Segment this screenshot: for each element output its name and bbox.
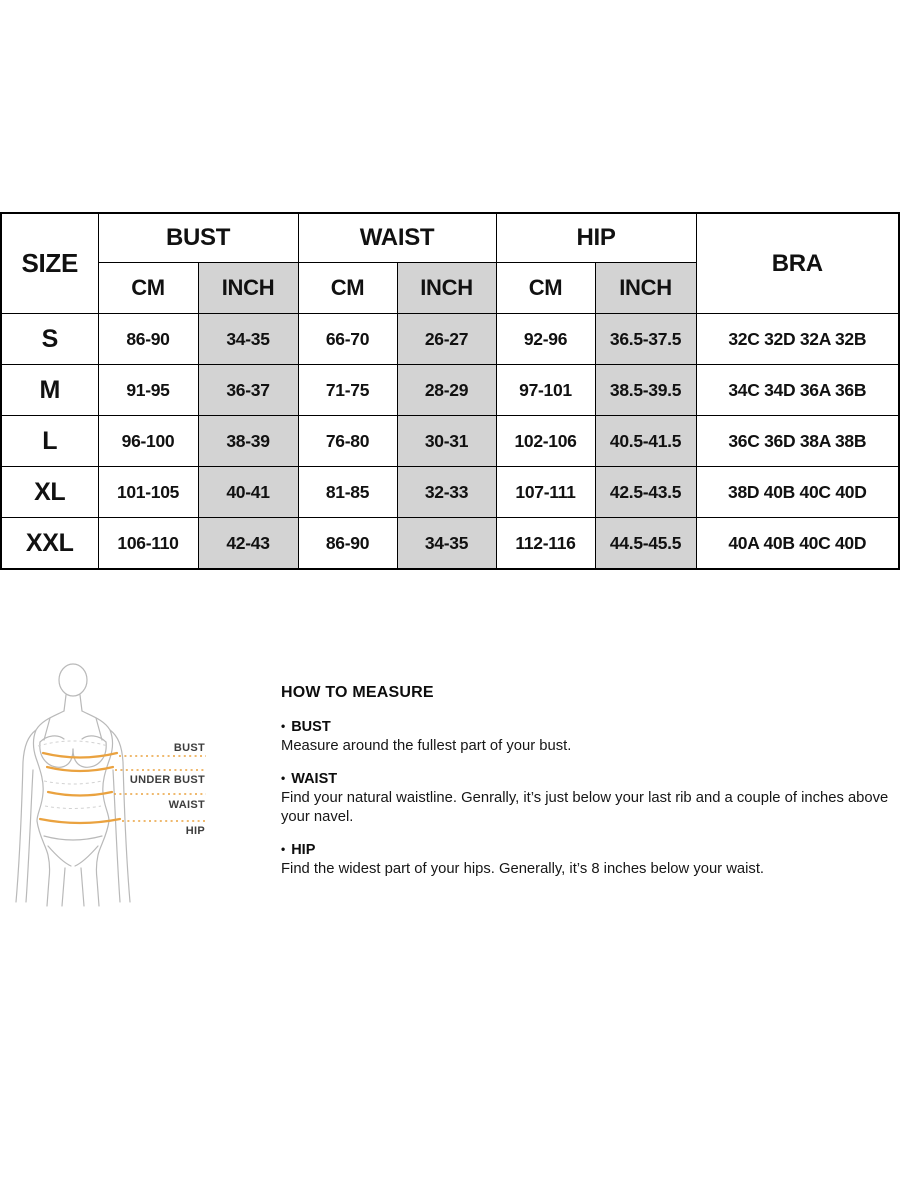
table-header-row xyxy=(1,213,899,263)
hip-cm-cell: 97-101 xyxy=(496,365,595,416)
diagram-label-under-bust: UNDER BUST xyxy=(129,774,205,786)
waist-cm-cell: 71-75 xyxy=(298,365,397,416)
bust-inch-header: INCH xyxy=(198,263,298,314)
bra-cell: 40A 40B 40C 40D xyxy=(696,518,899,570)
measure-item-text: Measure around the fullest part of your bust. xyxy=(281,738,572,754)
measure-item-text: Find the widest part of your hips. Generally, it’s 8 inches below your waist. xyxy=(281,861,765,877)
bust-cm-cell: 106-110 xyxy=(98,518,198,570)
hip-inch-cell: 44.5-45.5 xyxy=(595,518,696,570)
size-column-header: SIZE xyxy=(1,213,98,314)
measure-item-bust xyxy=(281,719,900,756)
hip-cm-cell: 92-96 xyxy=(496,314,595,365)
measurement-figure-diagram xyxy=(0,650,230,912)
waist-inch-cell: 28-29 xyxy=(397,365,496,416)
bra-cell: 34C 34D 36A 36B xyxy=(696,365,899,416)
figure-torso xyxy=(33,711,64,906)
bullet-icon: • xyxy=(281,719,286,733)
size-cell: XXL xyxy=(1,518,98,570)
hip-inch-cell: 38.5-39.5 xyxy=(595,365,696,416)
table-row xyxy=(1,467,899,518)
waist-inch-cell: 32-33 xyxy=(397,467,496,518)
bust-cm-cell: 96-100 xyxy=(98,416,198,467)
bullet-icon: • xyxy=(281,842,286,856)
figure-panty xyxy=(44,836,102,840)
hip-cm-header: CM xyxy=(496,263,595,314)
waist-inch-cell: 34-35 xyxy=(397,518,496,570)
bra-cell: 32C 32D 32A 32B xyxy=(696,314,899,365)
bust-inch-cell: 40-41 xyxy=(198,467,298,518)
hip-cm-cell: 102-106 xyxy=(496,416,595,467)
waist-cm-header: CM xyxy=(298,263,397,314)
figure-left-arm xyxy=(16,730,36,902)
bust-cm-header: CM xyxy=(98,263,198,314)
size-cell: S xyxy=(1,314,98,365)
bra-column-header: BRA xyxy=(696,213,899,314)
hip-inch-cell: 42.5-43.5 xyxy=(595,467,696,518)
measure-item-label: • BUST xyxy=(281,719,331,735)
waist-inch-cell: 26-27 xyxy=(397,314,496,365)
table-row xyxy=(1,416,899,467)
size-cell: XL xyxy=(1,467,98,518)
diagram-label-bust: BUST xyxy=(173,742,205,754)
hip-tape-line xyxy=(40,819,120,823)
bust-inch-cell: 38-39 xyxy=(198,416,298,467)
how-to-measure-title: HOW TO MEASURE xyxy=(281,684,434,701)
hip-inch-cell: 40.5-41.5 xyxy=(595,416,696,467)
bust-cm-cell: 86-90 xyxy=(98,314,198,365)
table-row xyxy=(1,314,899,365)
hip-cm-cell: 112-116 xyxy=(496,518,595,570)
hip-inch-header: INCH xyxy=(595,263,696,314)
size-table xyxy=(0,212,900,570)
size-cell: M xyxy=(1,365,98,416)
measure-item-label: • WAIST xyxy=(281,771,338,787)
hip-inch-cell: 36.5-37.5 xyxy=(595,314,696,365)
measure-item-text: Find your natural waistline. Genrally, it’s just below your last rib and a couple of inches above your navel. xyxy=(281,790,889,825)
hip-group-header: HIP xyxy=(496,213,696,263)
table-row xyxy=(1,518,899,570)
measure-item-hip xyxy=(281,842,900,879)
bust-tape-line xyxy=(43,753,117,758)
bust-group-header: BUST xyxy=(98,213,298,263)
table-row xyxy=(1,365,899,416)
measure-item-label: • HIP xyxy=(281,842,316,858)
bullet-icon: • xyxy=(281,771,286,785)
measure-item-waist xyxy=(281,771,900,827)
diagram-label-waist: WAIST xyxy=(168,799,205,811)
bust-inch-cell: 36-37 xyxy=(198,365,298,416)
hip-cm-cell: 107-111 xyxy=(496,467,595,518)
how-to-measure-section xyxy=(281,684,900,894)
waist-cm-cell: 76-80 xyxy=(298,416,397,467)
diagram-label-hip: HIP xyxy=(185,825,205,837)
bra-cell: 38D 40B 40C 40D xyxy=(696,467,899,518)
waist-inch-header: INCH xyxy=(397,263,496,314)
bust-inch-cell: 42-43 xyxy=(198,518,298,570)
waist-inch-cell: 30-31 xyxy=(397,416,496,467)
size-cell: L xyxy=(1,416,98,467)
bust-cm-cell: 101-105 xyxy=(98,467,198,518)
bust-cm-cell: 91-95 xyxy=(98,365,198,416)
figure-head xyxy=(59,664,87,696)
bust-inch-cell: 34-35 xyxy=(198,314,298,365)
bra-cell: 36C 36D 38A 38B xyxy=(696,416,899,467)
waist-group-header: WAIST xyxy=(298,213,496,263)
waist-cm-cell: 81-85 xyxy=(298,467,397,518)
waist-cm-cell: 86-90 xyxy=(298,518,397,570)
waist-cm-cell: 66-70 xyxy=(298,314,397,365)
